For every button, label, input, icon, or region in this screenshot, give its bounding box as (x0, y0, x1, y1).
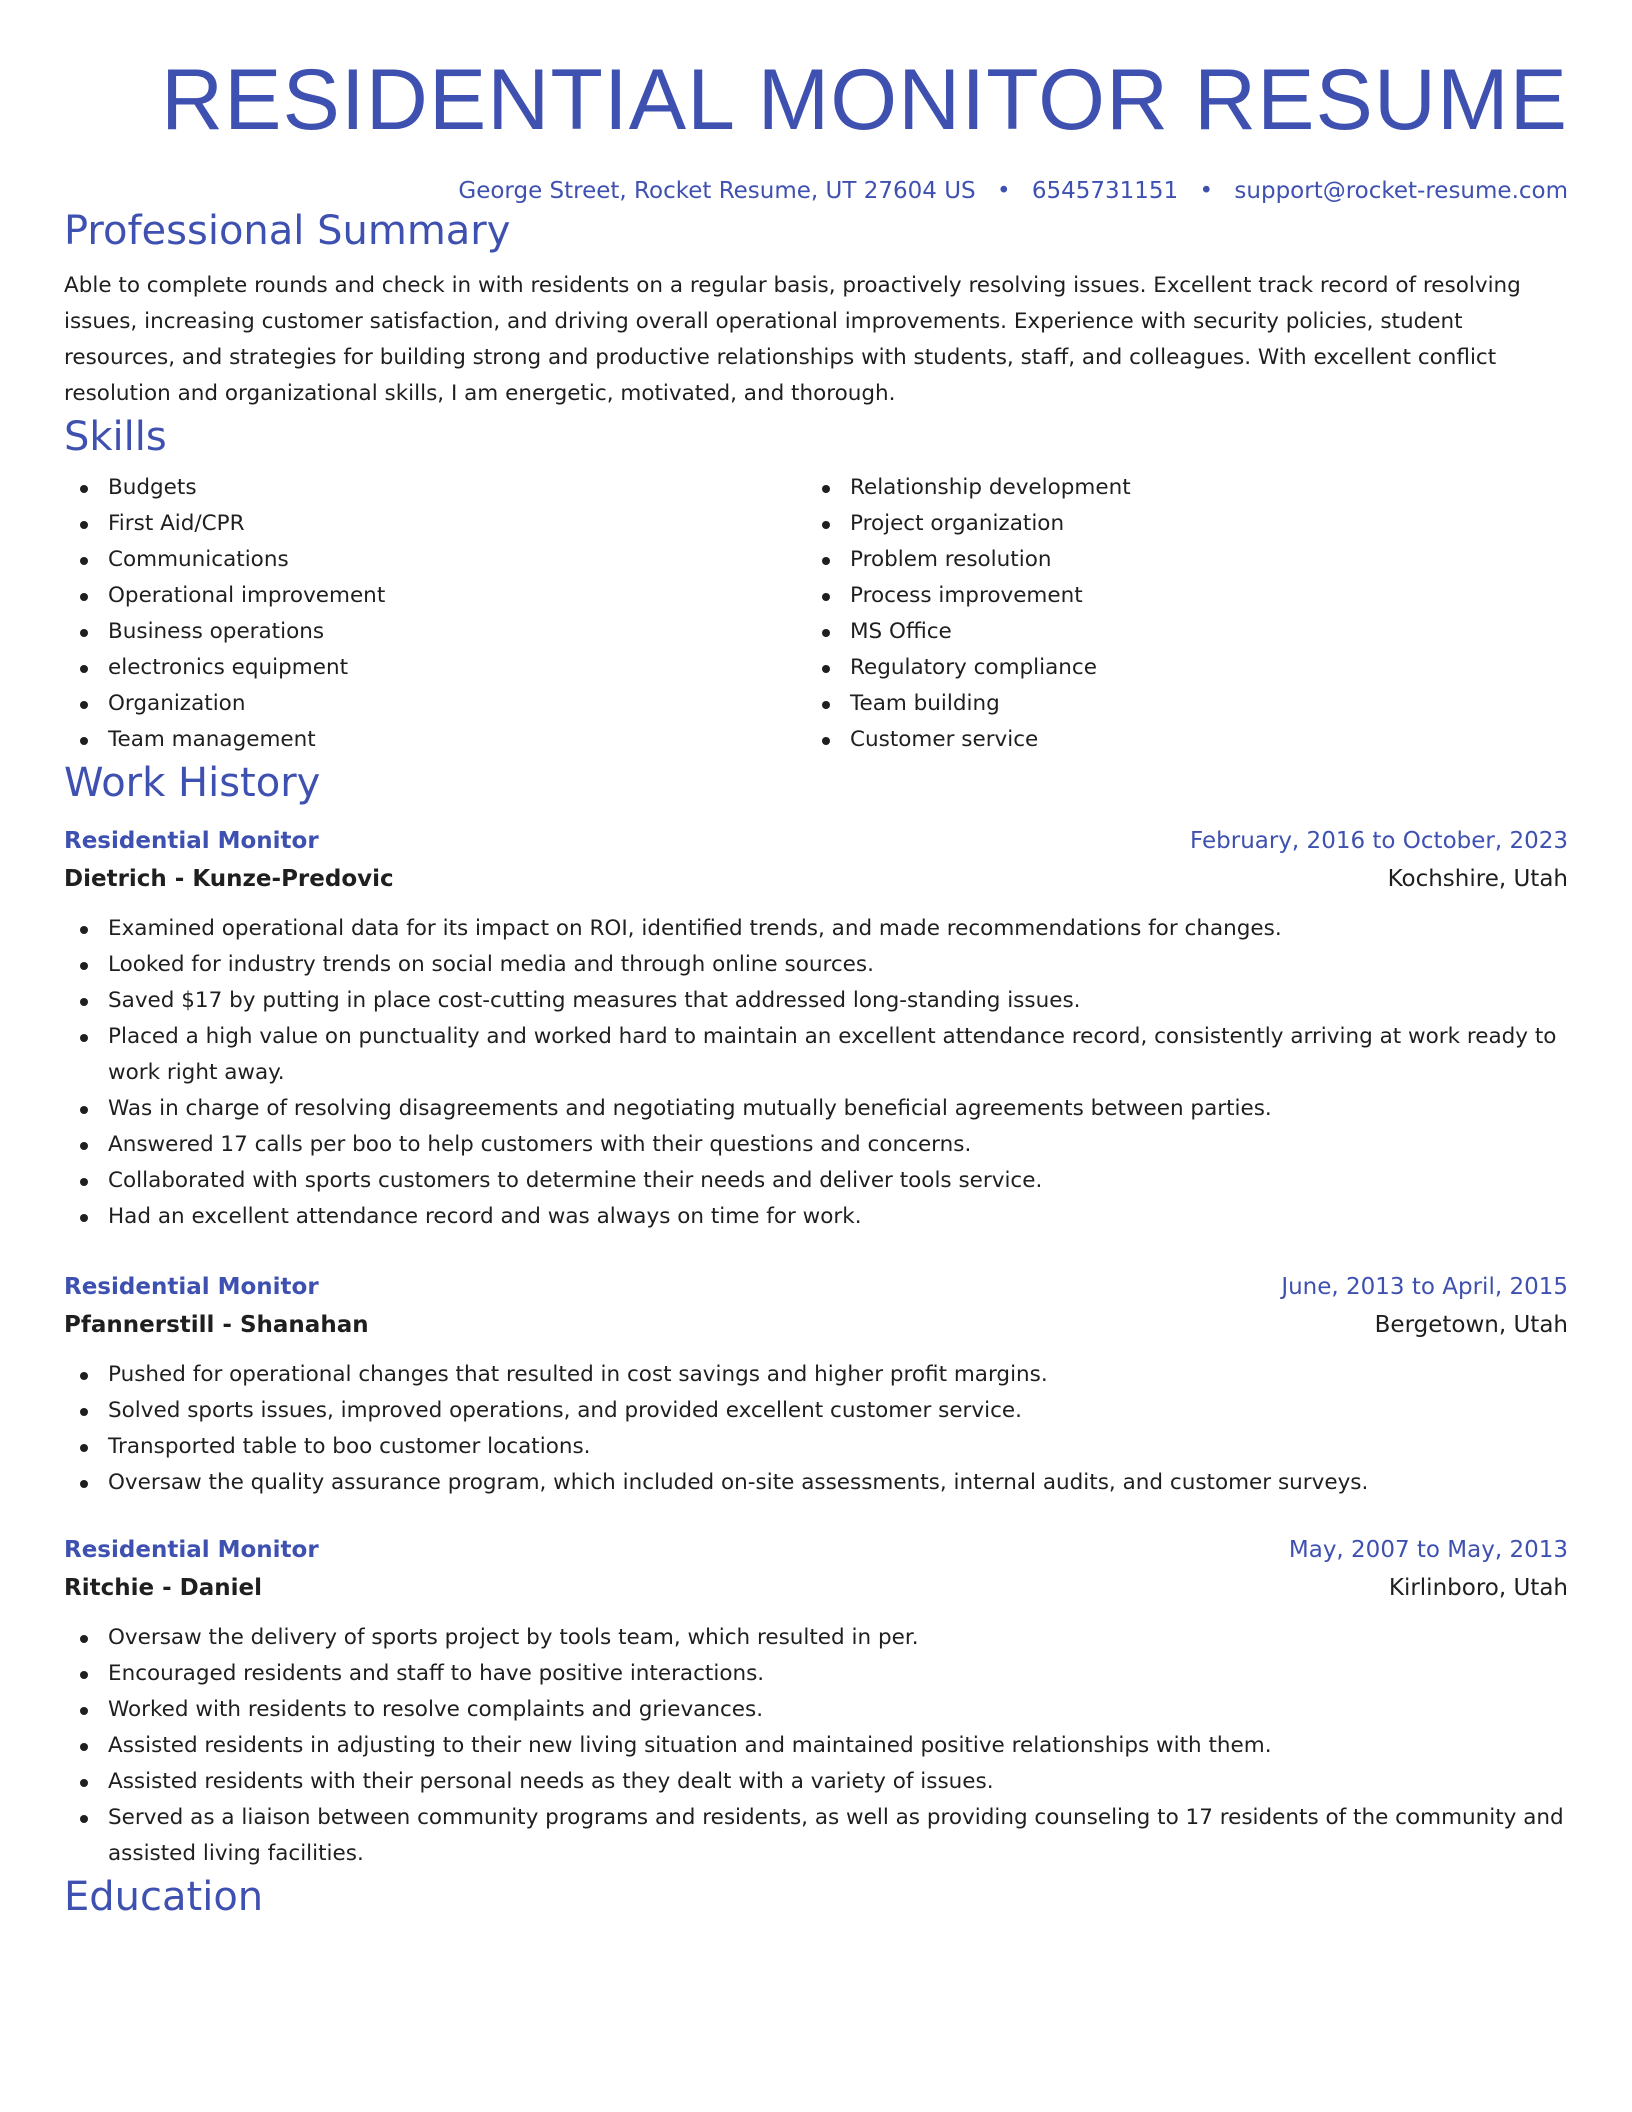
skills-heading: Skills (64, 414, 167, 460)
skill-item: Communications (64, 542, 806, 578)
job-bullet: Oversaw the delivery of sports project by tools team, which resulted in per. (64, 1620, 1568, 1656)
job-location: Bergetown, Utah (1374, 1312, 1568, 1338)
skill-item: Project organization (806, 506, 1548, 542)
skill-item: Customer service (806, 722, 1548, 758)
contact-address: George Street, Rocket Resume, UT 27604 US (458, 178, 976, 204)
job-bullet: Collaborated with sports customers to determine their needs and deliver tools service. (64, 1163, 1568, 1199)
job-company: Ritchie - Daniel (64, 1575, 262, 1601)
work-history-heading: Work History (64, 760, 321, 806)
skill-item: Business operations (64, 614, 806, 650)
job-company: Dietrich - Kunze-Predovic (64, 866, 394, 892)
contact-phone: 6545731151 (1031, 178, 1179, 204)
job-title: Residential Monitor (64, 1537, 319, 1563)
skill-item: MS Office (806, 614, 1548, 650)
job-subheader (64, 1569, 1568, 1607)
job-bullet: Saved $17 by putting in place cost-cutting measures that addressed long-standing issues. (64, 983, 1568, 1019)
job-bullet: Assisted residents with their personal needs as they dealt with a variety of issues. (64, 1764, 1568, 1800)
skill-item: Relationship development (806, 470, 1548, 506)
job-entry (64, 1531, 1568, 1872)
resume-page (64, 0, 1568, 1922)
job-dates: May, 2007 to May, 2013 (1288, 1537, 1568, 1563)
job-dates: February, 2016 to October, 2023 (1190, 828, 1568, 854)
skill-item: Organization (64, 686, 806, 722)
job-dates: June, 2013 to April, 2015 (1281, 1274, 1568, 1300)
contact-email: support@rocket-resume.com (1234, 178, 1568, 204)
contact-separator: • (996, 178, 1011, 204)
skill-item: Regulatory compliance (806, 650, 1548, 686)
job-bullet: Pushed for operational changes that resulted in cost savings and higher profit margins. (64, 1357, 1568, 1393)
skill-item: Team management (64, 722, 806, 758)
skill-item: electronics equipment (64, 650, 806, 686)
job-company: Pfannerstill - Shanahan (64, 1312, 369, 1338)
job-header (64, 1268, 1568, 1306)
resume-title: RESIDENTIAL MONITOR RESUME (161, 52, 1568, 148)
job-bullet: Worked with residents to resolve complaints and grievances. (64, 1692, 1568, 1728)
job-bullet: Served as a liaison between community programs and residents, as well as providing counseling to 17 residents of the community and assisted living facilities. (64, 1800, 1568, 1872)
job-bullet: Oversaw the quality assurance program, which included on-site assessments, internal audits, and customer surveys. (64, 1465, 1568, 1501)
job-bullet: Placed a high value on punctuality and worked hard to maintain an excellent attendance record, consistently arriving at work ready to work right away. (64, 1019, 1568, 1091)
skills-column-left (64, 470, 806, 758)
job-bullet: Examined operational data for its impact on ROI, identified trends, and made recommendations for changes. (64, 911, 1568, 947)
skill-item: Operational improvement (64, 578, 806, 614)
job-subheader (64, 860, 1568, 898)
job-title: Residential Monitor (64, 828, 319, 854)
summary-text: Able to complete rounds and check in with residents on a regular basis, proactively resolving issues. Excellent track record of resolving issues, increasing customer satisfaction, and driving overall operational improvements. Experience with security policies, student resources, and strategies for building strong and productive relationships with students, staff, and colleagues. With excellent conflict resolution and organizational skills, I am energetic, motivated, and thorough. (64, 273, 1521, 406)
contact-separator: • (1199, 178, 1214, 204)
job-location: Kochshire, Utah (1387, 866, 1568, 892)
job-header (64, 822, 1568, 860)
job-bullet: Looked for industry trends on social media and through online sources. (64, 947, 1568, 983)
summary-heading: Professional Summary (64, 208, 511, 254)
job-bullet: Solved sports issues, improved operations, and provided excellent customer service. (64, 1393, 1568, 1429)
contact-line (64, 176, 1568, 206)
job-bullet: Answered 17 calls per boo to help customers with their questions and concerns. (64, 1127, 1568, 1163)
job-bullets (64, 1620, 1568, 1872)
skill-item: Problem resolution (806, 542, 1548, 578)
job-bullet: Was in charge of resolving disagreements and negotiating mutually beneficial agreements between parties. (64, 1091, 1568, 1127)
job-title: Residential Monitor (64, 1274, 319, 1300)
job-entry (64, 1268, 1568, 1501)
skill-item: Team building (806, 686, 1548, 722)
job-entry (64, 822, 1568, 1235)
job-bullet: Assisted residents in adjusting to their new living situation and maintained positive relationships with them. (64, 1728, 1568, 1764)
job-bullets (64, 1357, 1568, 1501)
job-bullets (64, 911, 1568, 1235)
job-location: Kirlinboro, Utah (1388, 1575, 1568, 1601)
skill-item: Process improvement (806, 578, 1548, 614)
job-bullet: Encouraged residents and staff to have positive interactions. (64, 1656, 1568, 1692)
skills-list (64, 470, 1568, 758)
job-bullet: Transported table to boo customer locations. (64, 1429, 1568, 1465)
education-heading: Education (64, 1874, 264, 1920)
skills-column-right (806, 470, 1548, 758)
job-bullet: Had an excellent attendance record and was always on time for work. (64, 1199, 1568, 1235)
skill-item: Budgets (64, 470, 806, 506)
job-subheader (64, 1306, 1568, 1344)
job-header (64, 1531, 1568, 1569)
skill-item: First Aid/CPR (64, 506, 806, 542)
